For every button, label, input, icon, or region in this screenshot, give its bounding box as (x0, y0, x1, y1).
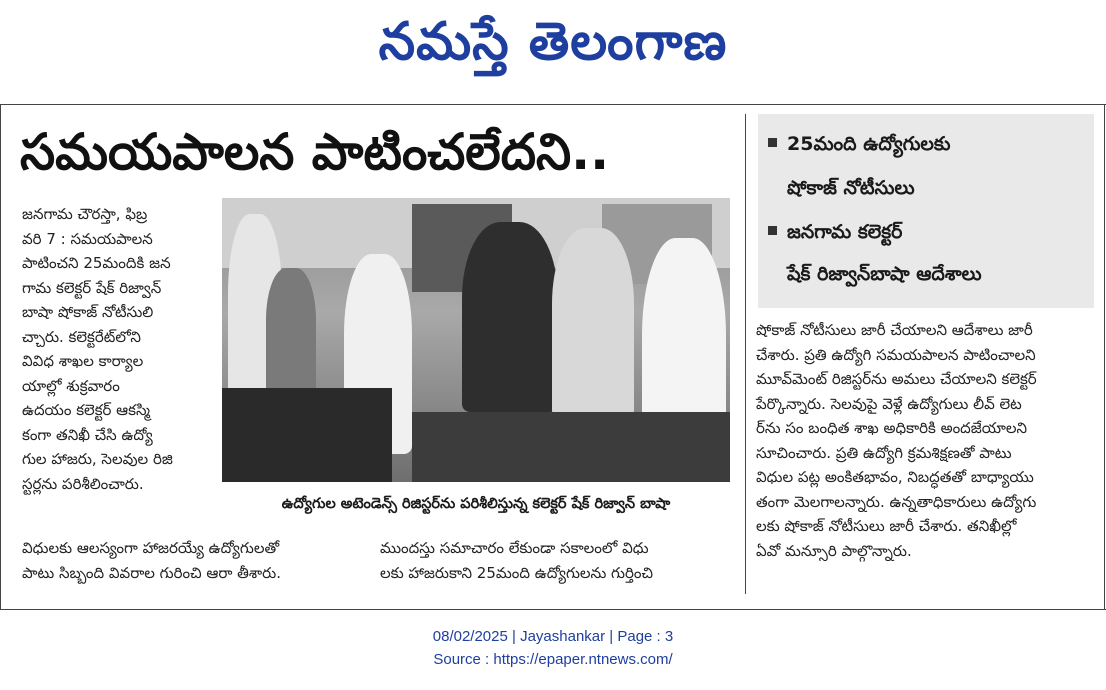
highlight-item-1-line2: షోకాజ్ నోటీసులు (787, 177, 915, 199)
article-column-1 (22, 202, 214, 496)
photo-monitor (222, 388, 392, 482)
column-divider (745, 114, 746, 594)
article-column-2-tail (380, 536, 732, 585)
news-photo (222, 198, 730, 482)
article-line: ఏవో మన్సూరి పాల్గొన్నారు. (756, 541, 912, 560)
article-line: స్టర్లను పరిశీలించారు. (22, 474, 144, 493)
article-line: మూవ్‌మెంట్ రిజిస్టర్‌ను అమలు చేయాలని కలెక్టర్ (756, 370, 1037, 388)
article-headline: సమయపాలన పాటించలేదని.. (20, 123, 610, 181)
left-border (0, 104, 1, 609)
article-column-3 (756, 318, 1096, 563)
article-line: వివిధ శాఖల కార్యాల (22, 352, 144, 370)
photo-person (266, 268, 316, 398)
article-line: పాటించని 25మందికి జన (22, 254, 171, 272)
article-line: షోకాజ్ నోటీసులు జారీ చేయాలని ఆదేశాలు జారీ (756, 321, 1033, 339)
article-line: తంగా మెలగాలన్నారు. ఉన్నతాధికారులు ఉద్యోగు (756, 492, 1037, 511)
article-line: విధులకు ఆలస్యంగా హాజరయ్యే ఉద్యోగులతో (22, 539, 280, 557)
highlight-box (758, 114, 1094, 308)
article-line: గుల హాజరు, సెలవుల రిజి (22, 450, 173, 468)
masthead-logo-text: నమస్తే తెలంగాణ (378, 11, 728, 72)
footer-source: Source : https://epaper.ntnews.com/ (433, 651, 673, 668)
photo-caption: ఉద్యోగుల అటెండెన్స్ రిజిస్టర్‌ను పరిశీలిస్తున్న కలెక్టర్ షేక్ రిజ్వాన్ బాషా (281, 496, 671, 512)
article-line: బాషా షోకాజ్ నోటీసులి (22, 303, 154, 321)
highlight-item-2 (768, 214, 1088, 292)
highlight-item-2-line1: జనగామ కలెక్టర్ (787, 221, 903, 243)
article-line: గామ కలెక్టర్ షేక్ రిజ్వాన్ (22, 278, 162, 297)
square-bullet-icon (768, 138, 777, 147)
article-line: ముందస్తు సమాచారం లేకుండా సకాలంలో విధు (380, 539, 649, 557)
article-line: ఉదయం కలెక్టర్ ఆకస్మి (22, 401, 151, 419)
article-line: జనగామ చౌరస్తా, ఫిబ్ర (22, 205, 148, 223)
article-line: కంగా తనిఖీ చేసి ఉద్యో (22, 425, 153, 444)
highlight-item-1 (768, 126, 1088, 206)
photo-person (462, 222, 558, 412)
article-line: లకు హాజరుకాని 25మంది ఉద్యోగులను గుర్తించి (380, 563, 653, 582)
article-line: విధుల పట్ల అంకితభావం, నిబద్ధతతో బాధ్యాయు (756, 468, 1034, 486)
article-line: పేర్కొన్నారు. సెలవుపై వెళ్లే ఉద్యోగులు లీవ్ లెట (756, 394, 1022, 413)
right-border (1104, 104, 1105, 609)
article-line: లకు షోకాజ్ నోటీసులు జారీ చేశారు. తనిఖీల్లో (756, 517, 1017, 535)
article-column-1-tail (22, 536, 372, 585)
bottom-divider (0, 609, 1106, 610)
article-line: చేశారు. ప్రతి ఉద్యోగి సమయపాలన పాటించాలని (756, 345, 1036, 364)
article-line: ర్‌ను సం బంధిత శాఖ అధికారికి అందజేయాలని (756, 419, 1028, 437)
highlight-item-1-line1: 25మంది ఉద్యోగులకు (787, 133, 951, 155)
article-line: యాల్లో శుక్రవారం (22, 376, 120, 395)
newspaper-masthead (0, 0, 1106, 96)
top-divider (0, 104, 1106, 105)
article-line: చ్చారు. కలెక్టరేట్‌లోని (22, 327, 141, 346)
square-bullet-icon (768, 226, 777, 235)
footer-edition-info: 08/02/2025 | Jayashankar | Page : 3 (432, 628, 674, 645)
article-line: పాటు సిబ్బంది వివరాల గురించి ఆరా తీశారు. (22, 563, 281, 582)
photo-desk (412, 412, 730, 482)
article-line: సూచించారు. ప్రతి ఉద్యోగి క్రమశిక్షణతో పాటు (756, 443, 1012, 462)
highlight-item-2-line2: షేక్ రిజ్వాన్‌బాషా ఆదేశాలు (787, 263, 982, 285)
article-line: వరి 7 : సమయపాలన (22, 229, 153, 248)
photo-person (552, 228, 634, 418)
